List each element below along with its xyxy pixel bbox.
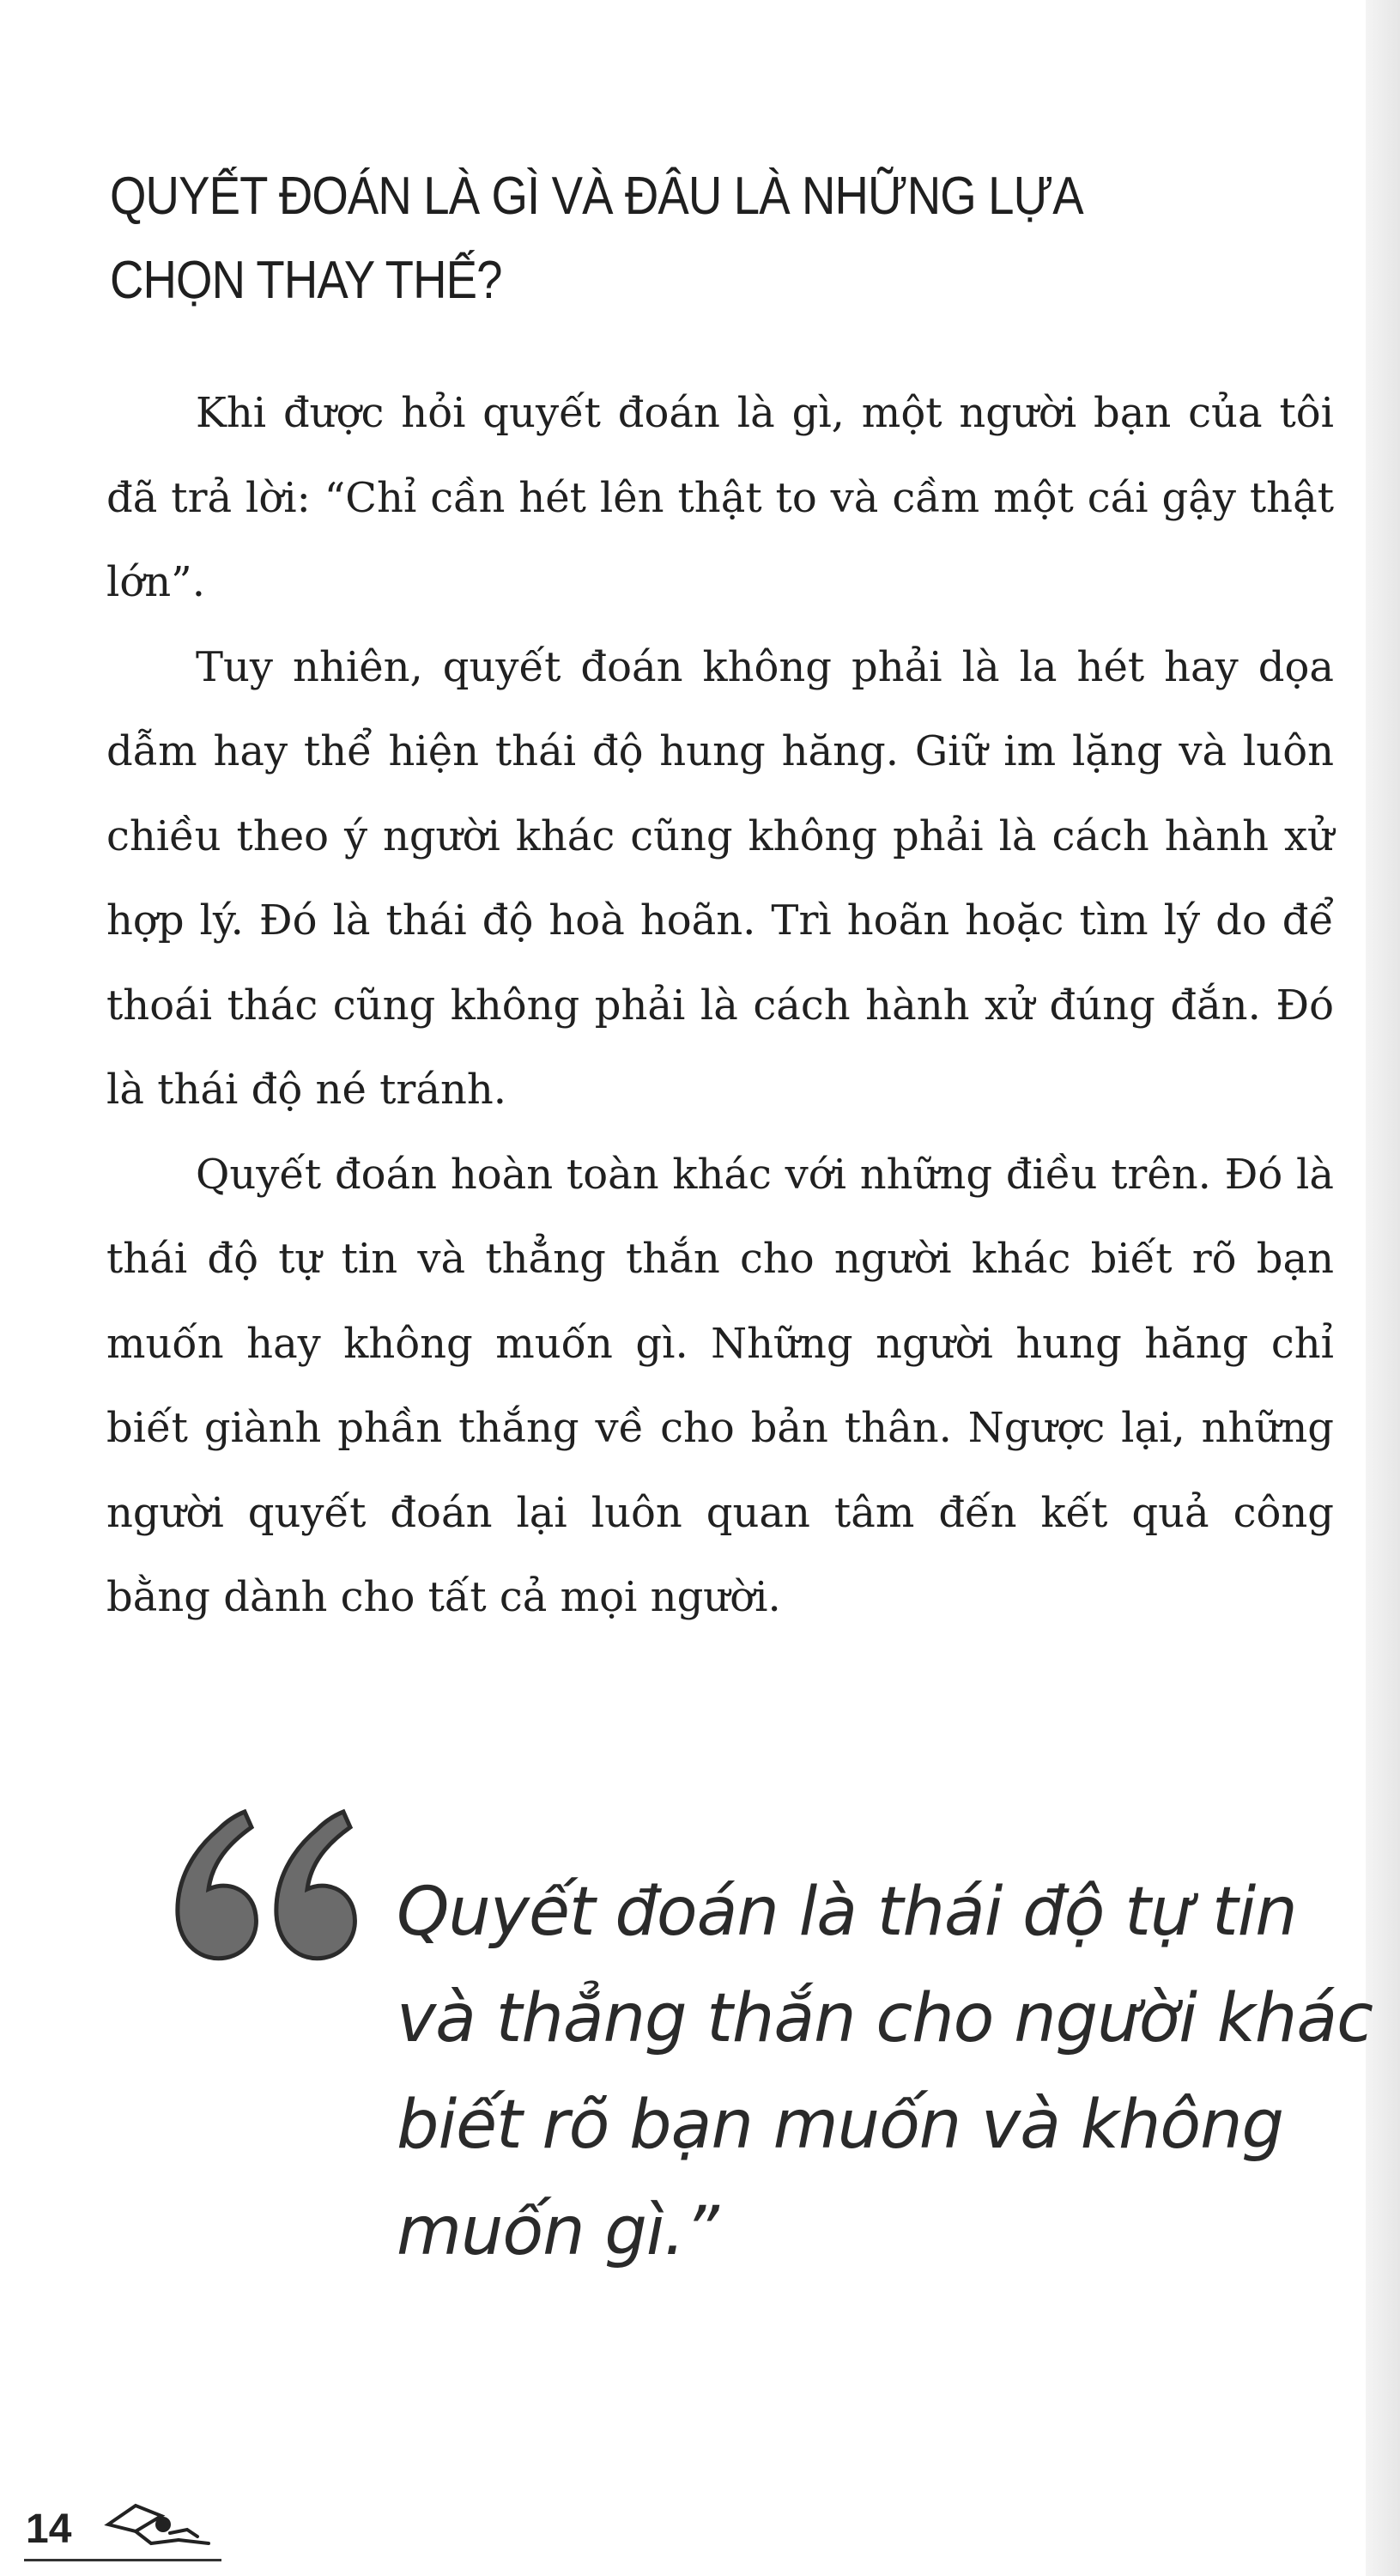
page-ornament-icon: [101, 2490, 221, 2559]
paragraph-2: Tuy nhiên, quyết đoán không phải là la hét hay dọa dẫm hay thể hiện thái độ hung hăng. Giữ im lặng và luôn chiều theo ý người khác cũng không phải là cách hành xử hợp lý. Đó là thái độ hoà hoãn. Trì hoãn hoặc tìm lý do để thoái thác cũng không phải là cách hành xử đúng đắn. Đó là thái độ né tránh.: [106, 642, 1334, 1114]
body-text: [106, 371, 1334, 1640]
open-quote-icon: [159, 1752, 382, 1975]
paragraph-1: Khi được hỏi quyết đoán là gì, một người bạn của tôi đã trả lời: “Chỉ cần hét lên thật to và cầm một cái gậy thật lớn”.: [106, 389, 1334, 606]
pull-quote: Quyết đoán là thái độ tự tin và thẳng thắn cho người khác biết rõ bạn muốn và không muốn gì.”: [397, 1874, 1373, 2270]
paragraph-3: Quyết đoán hoàn toàn khác với những điều trên. Đó là thái độ tự tin và thẳng thắn cho người khác biết rõ bạn muốn hay không muốn gì. Những người hung hăng chỉ biết giành phần thắng về cho bản thân. Ngược lại, những người quyết đoán lại luôn quan tâm đến kết quả công bằng dành cho tất cả mọi người.: [106, 1150, 1334, 1621]
page-number-rule: [24, 2559, 221, 2561]
page-heading: QUYẾT ĐOÁN LÀ GÌ VÀ ĐÂU LÀ NHỮNG LỰA CHỌN THAY THẾ?: [110, 167, 1081, 310]
page-number: 14: [26, 2506, 72, 2552]
